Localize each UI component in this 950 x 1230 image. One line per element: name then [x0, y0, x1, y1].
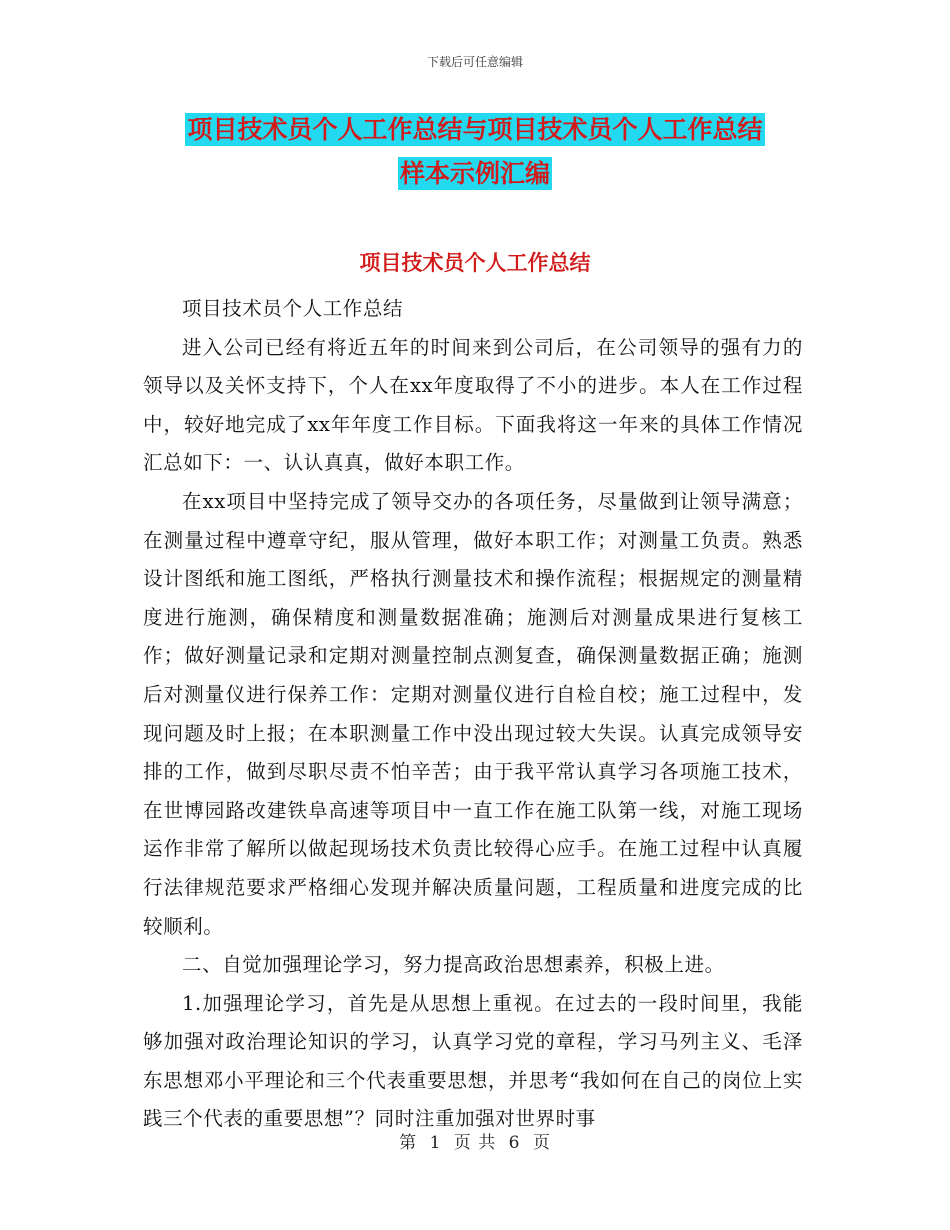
body-paragraph: 在xx项目中坚持完成了领导交办的各项任务，尽量做到让领导满意；在测量过程中遵章守纪，服从管理，做好本职工作；对测量工负责。熟悉设计图纸和施工图纸，严格执行测量技术和操作流程；根据规定的测量精度进行施测，确保精度和测量数据准确；施测后对测量成果进行复核工作；做好测量记录和定期对测量控制点测复查，确保测量数据正确；施测后对测量仪进行保养工作：定期对测量仪进行自检自校；施工过程中，发现问题及时上报；在本职测量工作中没出现过较大失误。认真完成领导安排的工作，做到尽职尽责不怕辛苦；由于我平常认真学习各项施工技术，在世博园路改建铁阜高速等项目中一直工作在施工队第一线，对施工现场运作非常了解所以做起现场技术负责比较得心应手。在施工过程中认真履行法律规范要求严格细心发现并解决质量问题，工程质量和进度完成的比较顺利。: [143, 489, 803, 938]
document-body: [143, 290, 803, 1139]
document-title: [140, 108, 810, 196]
body-paragraph: 1.加强理论学习，首先是从思想上重视。在过去的一段时间里，我能够加强对政治理论知识的学习，认真学习党的章程，学习马列主义、毛泽东思想邓小平理论和三个代表重要思想，并思考“我如何在自己的岗位上实践三个代表的重要思想”？同时注重加强对世界时事: [143, 991, 803, 1131]
body-paragraph: 二、自觉加强理论学习，努力提高政治思想素养，积极上进。: [182, 953, 725, 977]
header-note: 下载后可任意编辑: [426, 55, 523, 69]
document-title-line-1: 项目技术员个人工作总结与项目技术员个人工作总结: [187, 115, 763, 144]
footer-mid: 页 共: [453, 1133, 497, 1153]
footer-prefix: 第: [399, 1133, 418, 1153]
page-number: 1: [429, 1133, 442, 1153]
page-footer: [0, 1128, 950, 1153]
document-title-line-2: 样本示例汇编: [399, 159, 550, 188]
footer-suffix: 页: [532, 1133, 551, 1153]
page-total: 6: [508, 1133, 521, 1153]
body-paragraph: 进入公司已经有将近五年的时间来到公司后，在公司领导的强有力的领导以及关怀支持下，个人在xx年度取得了不小的进步。本人在工作过程中，较好地完成了xx年年度工作目标。下面我将这一年来的具体工作情况汇总如下：一、认认真真，做好本职工作。: [143, 335, 803, 475]
body-paragraph: 项目技术员个人工作总结: [182, 297, 404, 320]
section-title: 项目技术员个人工作总结: [359, 250, 591, 275]
